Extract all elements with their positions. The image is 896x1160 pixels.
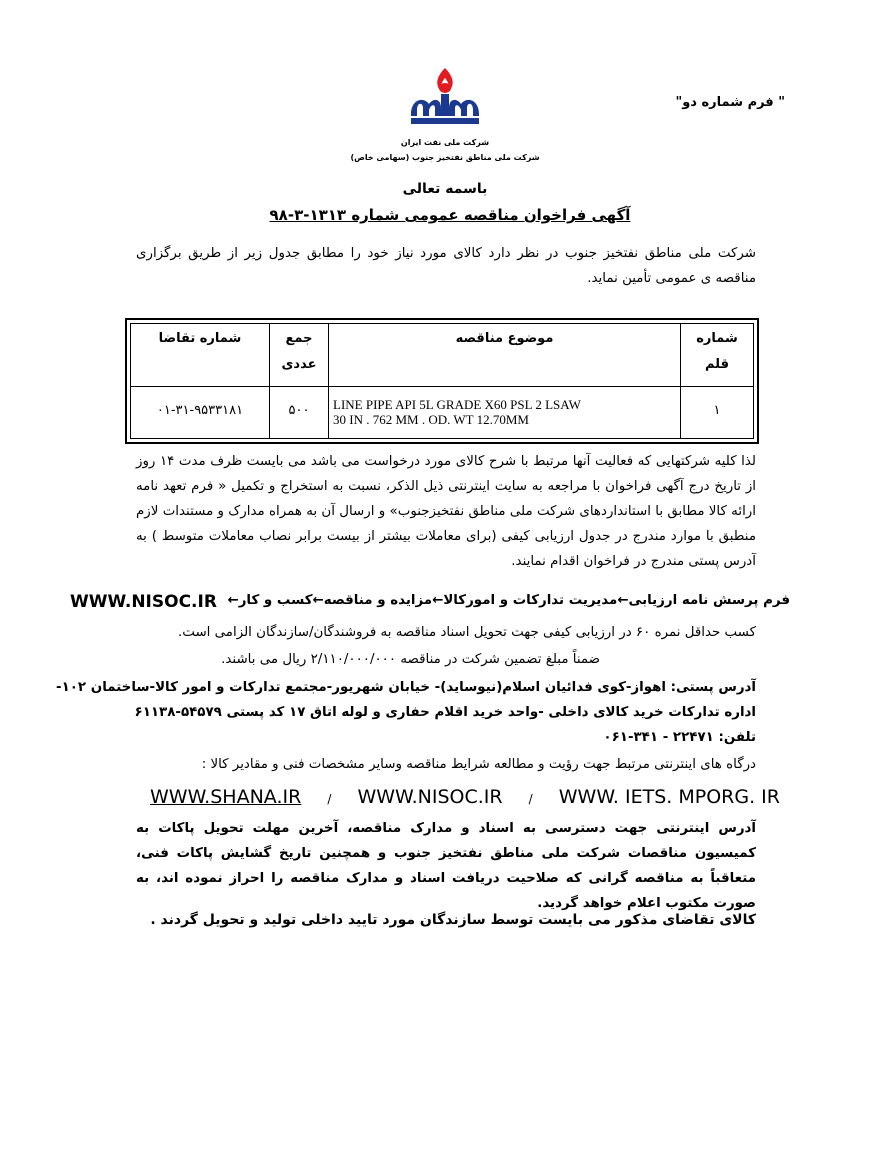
url-link-iets[interactable]: WWW. IETS. MPORG. IR bbox=[558, 786, 780, 808]
header-item-no: شماره قلم bbox=[681, 324, 754, 387]
table-header-row bbox=[131, 324, 754, 387]
portal-urls bbox=[150, 786, 780, 808]
basmala: باسمه تعالی bbox=[402, 181, 488, 197]
header-quantity: جمع عددی bbox=[270, 324, 329, 387]
portals-intro: درگاه های اینترنتی مرتبط جهت رؤیت و مطالعه شرایط مناقصه وسایر مشخصات فنی و مقادیر کالا : bbox=[201, 757, 756, 772]
evaluation-path-text: فرم پرسش نامه ارزیابی←مدیریت تدارکات و امورکالا←مزایده و مناقصه←کسب و کار← bbox=[227, 593, 790, 608]
company-name-primary: شرکت ملی نفت ایران bbox=[400, 138, 490, 147]
cell-item-no: ۱ bbox=[681, 387, 754, 439]
subject-line-1: LINE PIPE API 5L GRADE X60 PSL 2 LSAW bbox=[333, 397, 581, 412]
cell-quantity: ۵۰۰ bbox=[270, 387, 329, 439]
phone-number: تلفن: ۲۲۴۷۱ - ۳۴۱-۰۶۱ bbox=[603, 730, 756, 745]
final-note: کالای تقاضای مذکور می بایست توسط سازندگان مورد تایید داخلی تولید و تحویل گردند . bbox=[150, 912, 756, 928]
tender-table bbox=[125, 318, 759, 444]
cell-subject bbox=[329, 387, 681, 439]
nioc-logo bbox=[407, 66, 483, 130]
subject-line-2: 30 IN . 762 MM . OD. WT 12.70MM bbox=[333, 412, 529, 427]
url-separator: / bbox=[327, 792, 332, 806]
address-line-2: اداره تدارکات خرید کالای داخلی -واحد خرید اقلام حفاری و لوله اتاق ۱۷ کد پستی ۵۴۵۷۹-۶۱۱۳۸ bbox=[134, 705, 756, 720]
intro-paragraph: شرکت ملی مناطق نفتخیز جنوب در نظر دارد کالای مورد نیاز خود را مطابق جدول زیر از طریق برگزاری مناقصه ی عمومی تأمین نماید. bbox=[136, 246, 756, 286]
url-link-nisoc[interactable]: WWW.NISOC.IR bbox=[357, 786, 503, 808]
guarantee-note: ضمناً مبلغ تضمین شرکت در مناقصه ۲/۱۱۰/۰۰۰/۰۰۰ ریال می باشند. bbox=[221, 652, 600, 667]
company-name-secondary: شرکت ملی مناطق نفتخیز جنوب (سهامی خاص) bbox=[350, 153, 540, 162]
form-number-label: " فرم شماره دو" bbox=[675, 95, 785, 110]
min-score-note: کسب حداقل نمره ۶۰ در ارزیابی کیفی جهت تحویل اسناد مناقصه به فروشندگان/سازندگان الزامی است. bbox=[178, 625, 756, 640]
header-request-no: شماره تقاضا bbox=[131, 324, 270, 387]
cell-request-no: ۰۱-۳۱-۹۵۳۳۱۸۱ bbox=[131, 387, 270, 439]
url-link-shana[interactable]: WWW.SHANA.IR bbox=[150, 786, 302, 808]
header-subject: موضوع مناقصه bbox=[329, 324, 681, 387]
evaluation-url-link[interactable]: WWW.NISOC.IR bbox=[70, 592, 217, 612]
address-line-1: آدرس پستی: اهواز-کوی فدائیان اسلام(نیوساید)- خیابان شهریور-مجتمع تدارکات و امور کالا-ساختمان ۱۰۲- bbox=[56, 680, 756, 695]
url-separator: / bbox=[528, 792, 533, 806]
page-title: آگهی فراخوان مناقصه عمومی شماره ۱۳۱۳-۳-۹۸ bbox=[269, 206, 631, 224]
documents-paragraph: آدرس اینترنتی جهت دسترسی به اسناد و مدارک مناقصه، آخرین مهلت تحویل پاکات به کمیسیون مناقصات شرکت ملی مناطق نفتخیز جنوب و همچنین تاریخ گشایش پاکات فنی، متعاقباً به مناقصه گرانی که صلاحیت دریافت اسناد و مدارک مناقصه را احراز نموده اند، به صورت مکتوب اعلام خواهد گردید. bbox=[136, 821, 756, 911]
evaluation-path bbox=[70, 593, 790, 615]
table-row bbox=[131, 387, 754, 439]
instructions-paragraph: لذا کلیه شرکتهایی که فعالیت آنها مرتبط با شرح کالای مورد درخواست می باشد می بایست ظرف مدت ۱۴ روز از تاریخ درج آگهی فراخوان با مراجعه به سایت اینترنتی ذیل الذکر، نسبت به استخراج و تکمیل « فرم تعهد نامه ارائه کالا مطابق با استانداردهای شرکت ملی مناطق نفتخیزجنوب» و ارسال آن به همراه مدارک و مستندات لازم منطبق با موارد مندرج در جدول ارزیابی کیفی (برای معاملات بیشتر از بیست برابر نصاب معاملات متوسط ) به آدرس پستی مندرج در فراخوان اقدام نمایند. bbox=[136, 454, 757, 569]
